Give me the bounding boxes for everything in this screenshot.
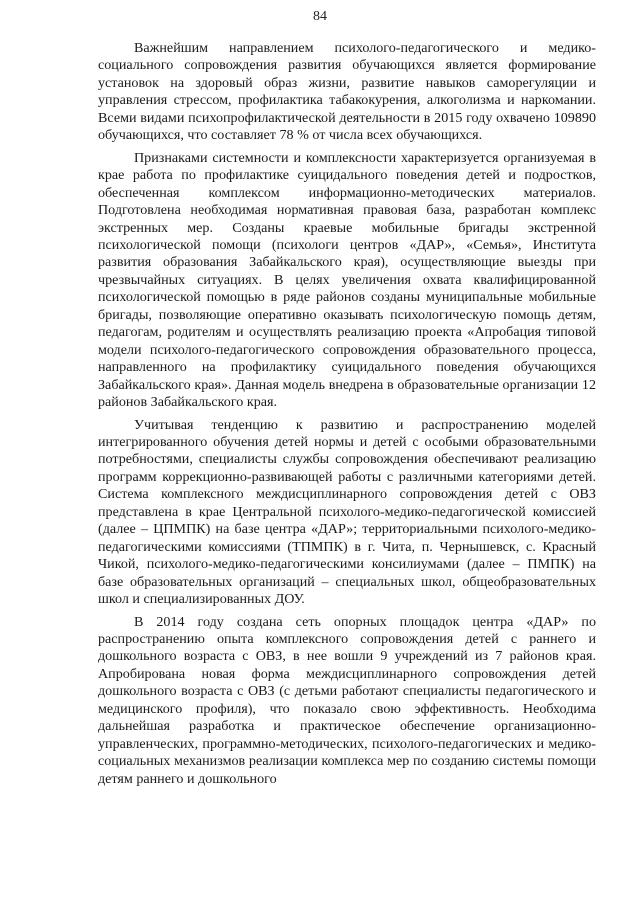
- paragraph-support-network: В 2014 году создана сеть опорных площадок центра «ДАР» по распространению опыта комплексного сопровождения детей с раннего и дошкольного возраста с ОВЗ, в нее вошли 9 учреждений из 7 районов края. Апробирована новая форма междисциплинарного сопровождения детей дошкольного возраста с ОВЗ (с детьми работают специалисты педагогического и медицинского профиля), что показало свою эффективность. Необходима дальнейшая разработка и практическое обеспечение организационно-управленческих, программно-методических, психолого-педагогических и медико-социальных механизмов реализации комплекса мер по созданию системы помощи детям раннего и дошкольного: [98, 613, 596, 787]
- page-number: 84: [313, 9, 327, 24]
- paragraph-healthy-lifestyle: Важнейшим направлением психолого-педагогического и медико-социального сопровождения развития обучающихся является формирование установок на здоровый образ жизни, развитие навыков саморегуляции и управления стрессом, профилактика табакокурения, алкоголизма и наркомании. Всеми видами психопрофилактической деятельности в 2015 году охвачено 109890 обучающихся, что составляет 78 % от числа всех обучающихся.: [98, 40, 596, 144]
- paragraph-suicide-prevention: Признаками системности и комплексности характеризуется организуемая в крае работа по профилактике суицидального поведения детей и подростков, обеспеченная комплексом информационно-методических материалов. Подготовлена необходимая нормативная правовая база, разработан комплекс экстренных мер. Созданы краевые мобильные бригады экстренной психологической помощи (психологи центров «ДАР», «Семья», Института развития образования Забайкальского края), осуществляющие выезды при чрезвычайных ситуациях. В целях увеличения охвата квалифицированной психологической помощью в ряде районов созданы муниципальные мобильные бригады, позволяющие оперативно оказывать психологическую помощь детям, педагогам, родителям и осуществлять реализацию проекта «Апробация типовой модели психолого-педагогического сопровождения образовательного процесса, направленного на профилактику суицидального поведения обучающихся Забайкальского края». Данная модель внедрена в образовательные организации 12 районов Забайкальского края.: [98, 149, 596, 411]
- body-text: [98, 40, 596, 793]
- paragraph-integrated-education: Учитывая тенденцию к развитию и распространению моделей интегрированного обучения детей нормы и детей с особыми образовательными потребностями, специалисты службы сопровождения обеспечивают реализацию программ коррекционно-развивающей работы с различными категориями детей. Система комплексного междисциплинарного сопровождения детей с ОВЗ представлена в крае Центральной психолого-медико-педагогической комиссией (далее – ЦПМПК) на базе центра «ДАР»; территориальными психолого-медико-педагогическими комиссиями (ТПМПК) в г. Чита, п. Чернышевск, с. Красный Чикой, психолого-медико-педагогическими консилиумами (далее – ПМПК) на базе образовательных организаций – специальных школ, общеобразовательных школ и специализированных ДОУ.: [98, 416, 596, 608]
